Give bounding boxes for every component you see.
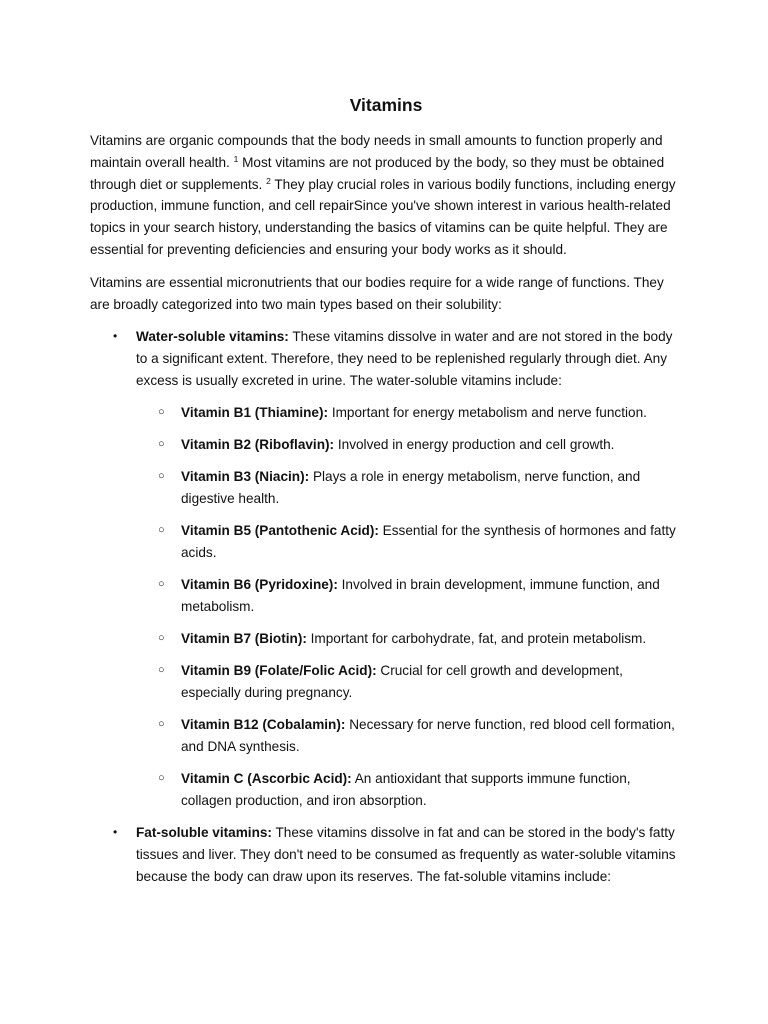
- list-item: [136, 628, 682, 650]
- vitamin-term: Vitamin B12 (Cobalamin):: [181, 717, 346, 733]
- vitamin-term: Vitamin C (Ascorbic Acid):: [181, 771, 352, 787]
- list-item: [136, 434, 682, 456]
- vitamin-text: Necessary for nerve function, red blood cell formation, and DNA synthesis.: [181, 717, 675, 755]
- sub-bullet-icon: ○: [158, 470, 165, 483]
- document-title: Vitamins: [349, 95, 423, 115]
- list-item: [136, 466, 682, 510]
- category-term: Fat-soluble vitamins:: [136, 825, 272, 841]
- category-text: These vitamins dissolve in fat and can be stored in the body's fatty tissues and liver. They don't need to be consumed as frequently as water-soluble vitamins because the body can draw upon its reserves. The fat-soluble vitamins include:: [136, 825, 676, 884]
- bullet-icon: •: [113, 825, 118, 840]
- vitamin-term: Vitamin B5 (Pantothenic Acid):: [181, 523, 379, 539]
- list-item: [136, 520, 682, 564]
- vitamin-text: Essential for the synthesis of hormones and fatty acids.: [181, 523, 676, 560]
- intro-text-1: Vitamins are organic compounds that the body needs in small amounts to function properly and maintain overall health.: [90, 133, 663, 170]
- sub-bullet-icon: ○: [158, 718, 165, 731]
- list-item: [136, 768, 682, 812]
- sub-bullet-icon: ○: [158, 664, 165, 677]
- vitamin-text: Important for carbohydrate, fat, and protein metabolism.: [306, 631, 647, 647]
- categories-paragraph: Vitamins are essential micronutrients that our bodies require for a wide range of functions. They are broadly categorized into two main types based on their solubility:: [90, 274, 664, 312]
- vitamin-term: Vitamin B9 (Folate/Folic Acid):: [181, 663, 377, 679]
- vitamin-text: Important for energy metabolism and nerve function.: [328, 404, 647, 420]
- sub-bullet-icon: ○: [158, 524, 165, 537]
- vitamin-text: Involved in energy production and cell growth.: [334, 436, 615, 452]
- footnote-ref-1[interactable]: 1: [233, 153, 239, 164]
- vitamin-categories-list: [90, 326, 682, 887]
- sub-bullet-icon: ○: [158, 405, 165, 418]
- list-item: [136, 660, 682, 704]
- vitamin-term: Vitamin B1 (Thiamine):: [181, 404, 329, 420]
- sub-bullet-icon: ○: [158, 632, 165, 645]
- sub-bullet-icon: ○: [158, 437, 165, 450]
- vitamin-term: Vitamin B3 (Niacin):: [181, 469, 310, 485]
- intro-text-2: Most vitamins are not produced by the body, so they must be obtained through diet or supplements.: [90, 154, 665, 192]
- list-item-fat-soluble: [90, 822, 682, 887]
- document-page: [90, 92, 682, 898]
- list-item: [136, 402, 682, 424]
- category-term: Water-soluble vitamins:: [136, 329, 289, 345]
- vitamin-text: Plays a role in energy metabolism, nerve function, and digestive health.: [181, 469, 641, 506]
- sub-bullet-icon: ○: [158, 772, 165, 785]
- sub-bullet-icon: ○: [158, 578, 165, 591]
- vitamin-text: Crucial for cell growth and development, especially during pregnancy.: [181, 663, 623, 701]
- vitamin-term: Vitamin B7 (Biotin):: [181, 631, 307, 647]
- vitamin-term: Vitamin B6 (Pyridoxine):: [181, 577, 338, 593]
- list-item: [136, 714, 682, 758]
- vitamin-text: Involved in brain development, immune function, and metabolism.: [181, 577, 660, 614]
- intro-text-3: They play crucial roles in various bodily functions, including energy production, immune function, and cell repairSince you've shown interest in various health-related topics in your search history, understanding the basics of vitamins can be quite helpful. They are essential for preventing deficiencies and ensuring your body works as it should.: [90, 176, 676, 257]
- vitamin-term: Vitamin B2 (Riboflavin):: [181, 436, 335, 452]
- list-item: [136, 574, 682, 618]
- vitamin-text: An antioxidant that supports immune function, collagen production, and iron absorption.: [181, 771, 631, 809]
- water-soluble-vitamins-list: [136, 402, 682, 812]
- category-text: These vitamins dissolve in water and are not stored in the body to a significant extent. Therefore, they need to be replenished regularly through diet. Any excess is usually excreted in urine. The water-soluble vitamins include:: [136, 329, 673, 388]
- bullet-icon: •: [113, 329, 118, 344]
- list-item-water-soluble: [90, 326, 682, 811]
- intro-paragraph: [90, 130, 682, 261]
- footnote-ref-2[interactable]: 2: [266, 175, 271, 186]
